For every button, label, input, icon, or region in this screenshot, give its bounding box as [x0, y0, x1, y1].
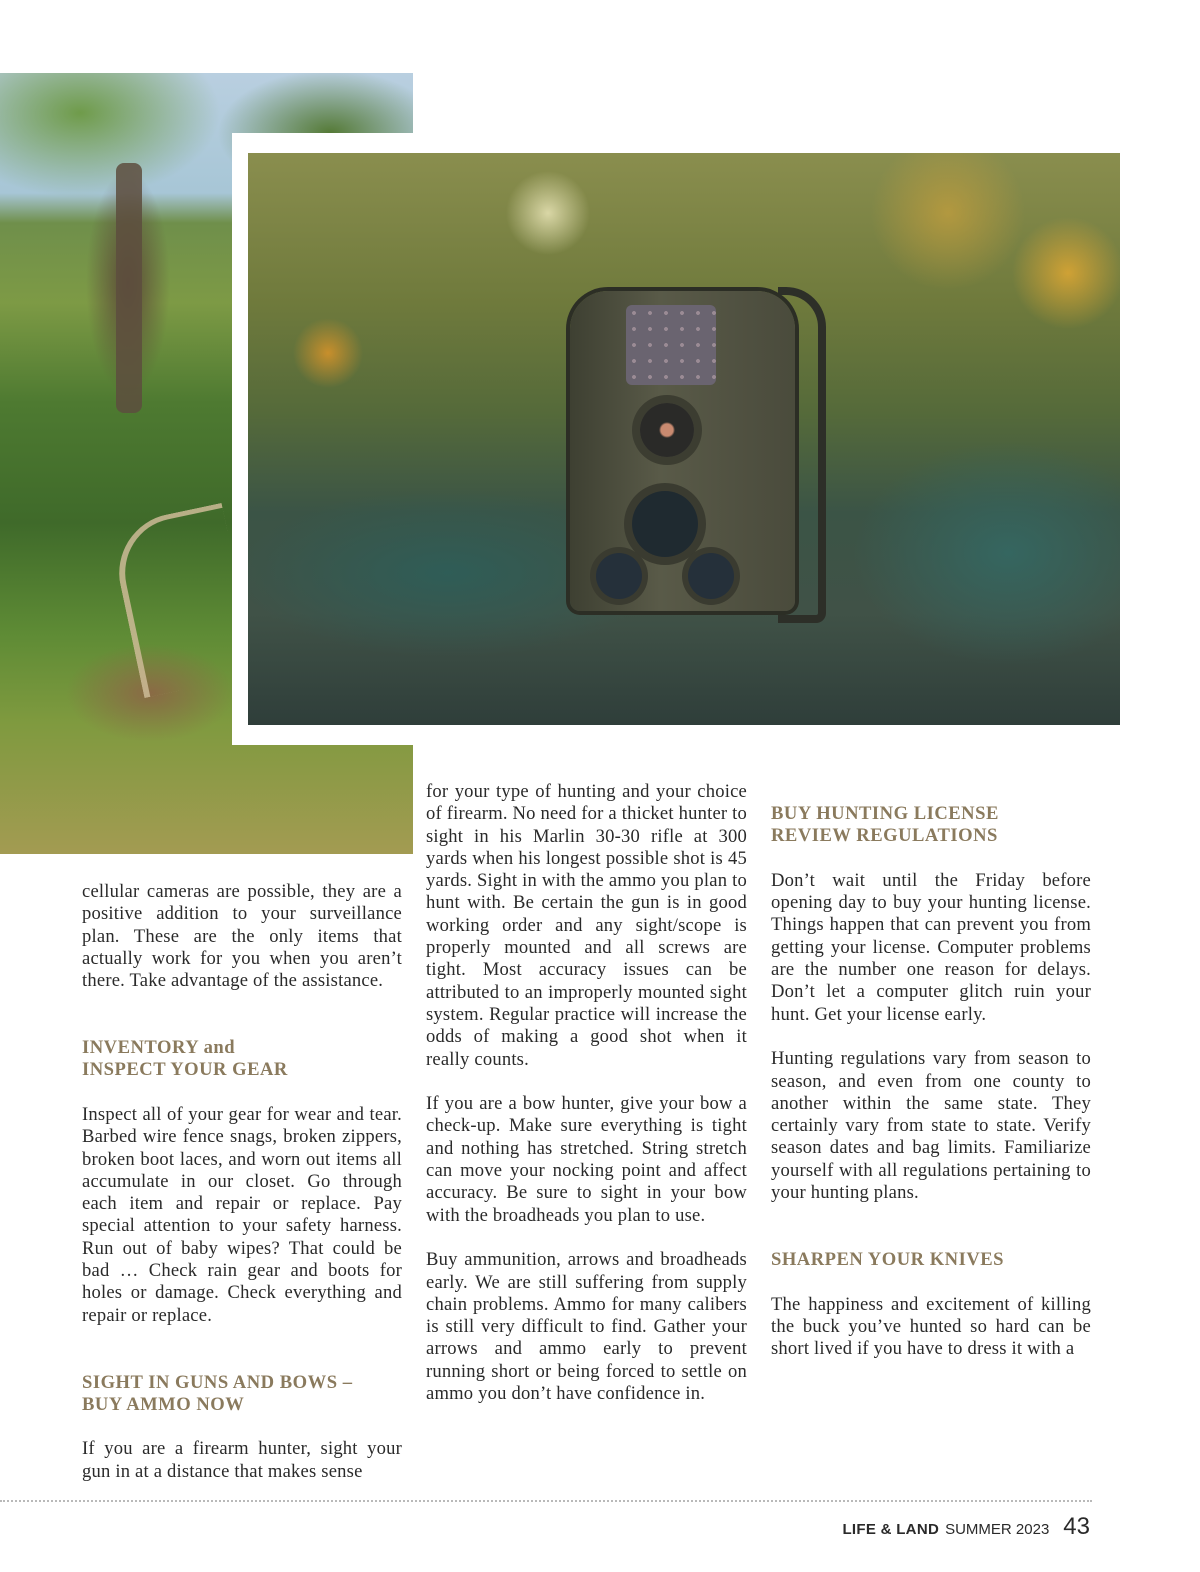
- license-paragraph: Don’t wait until the Friday before opening day to buy your hunting license. Things happen that can prevent you from getting your license. Computer problems are the number one reason for delays. Don’t let a computer glitch ruin your hunt. Get your license early.: [771, 869, 1091, 1025]
- heading-inventory-line2: INSPECT YOUR GEAR: [82, 1059, 288, 1081]
- heading-inventory-line1: INVENTORY and: [82, 1037, 236, 1059]
- firearm-paragraph: for your type of hunting and your choice of firearm. No need for a thicket hunter to sight in his Marlin 30-30 rifle at 300 yards when his longest possible shot is 45 yards. Sight in with the ammo you plan to hunt with. Be certain the gun is in good working order and any sight/scope is properly mounted and all screws are tight. Most accuracy issues can be attributed to an improperly mounted sight system. Regular practice will increase the odds of making a good shot when it really counts.: [426, 781, 747, 1070]
- article-column-1: [82, 881, 402, 1483]
- heading-license-line1: BUY HUNTING LICENSE: [771, 803, 999, 824]
- tree-trunk: [116, 163, 142, 413]
- heading-license-line2: REVIEW REGULATIONS: [771, 825, 998, 847]
- trail-camera: [570, 291, 795, 611]
- sight-paragraph: If you are a firearm hunter, sight your gun in at a distance that makes sense: [82, 1438, 402, 1482]
- article-column-2: [426, 781, 747, 1405]
- magazine-name: LIFE & LAND: [842, 1521, 940, 1538]
- camera-light-left: [596, 553, 642, 599]
- camera-ir-panel: [626, 305, 716, 385]
- knives-paragraph: The happiness and excitement of killing the buck you’ve hunted so hard can be short lived if you have to dress it with a: [771, 1293, 1091, 1360]
- page-footer: [842, 1513, 1090, 1541]
- heading-sight-line1: SIGHT IN GUNS AND BOWS –: [82, 1371, 353, 1393]
- heading-knives: SHARPEN YOUR KNIVES: [771, 1248, 1004, 1270]
- regulations-paragraph: Hunting regulations vary from season to season, and even from one county to another within the same state. They certainly vary from state to state. Verify season dates and bag limits. Familiarize yourself with all regulations pertaining to your hunting plans.: [771, 1048, 1091, 1204]
- camera-light-right: [688, 553, 734, 599]
- ammo-paragraph: Buy ammunition, arrows and broadheads early. We are still suffering from supply chain problems. Ammo for many calibers is still very difficult to find. Gather your arrows and ammo early to prevent running short or being forced to settle on ammo you don’t have confidence in.: [426, 1249, 747, 1405]
- camera-lens: [640, 403, 694, 457]
- camera-sensor: [632, 491, 698, 557]
- issue-label: SUMMER 2023: [945, 1521, 1050, 1538]
- footer-rule: [0, 1500, 1092, 1502]
- heading-sight-line2: BUY AMMO NOW: [82, 1393, 245, 1415]
- heading-license: [771, 803, 1091, 848]
- trail-camera-photo: [248, 153, 1120, 725]
- article-column-3: [771, 803, 1091, 1360]
- heading-sight-in: [82, 1372, 402, 1417]
- intro-paragraph: cellular cameras are possible, they are a positive addition to your surveillance plan. These are the only items that actually work for you when you aren’t there. Take advantage of the assistance.: [82, 881, 402, 992]
- inventory-paragraph: Inspect all of your gear for wear and tear. Barbed wire fence snags, broken zippers, broken boot laces, and worn out items all accumulate in our closet. Go through each item and repair or replace. Pay special attention to your safety harness. Run out of baby wipes? That could be bad … Check rain gear and boots for holes or damage. Check everything and repair or replace.: [82, 1103, 402, 1326]
- bow-paragraph: If you are a bow hunter, give your bow a check-up. Make sure everything is tight and nothing has stretched. String stretch can move your nocking point and affect accuracy. Be sure to sight in your bow with the broadheads you plan to use.: [426, 1093, 747, 1226]
- heading-inventory: [82, 1037, 402, 1082]
- page-number: 43: [1063, 1513, 1090, 1540]
